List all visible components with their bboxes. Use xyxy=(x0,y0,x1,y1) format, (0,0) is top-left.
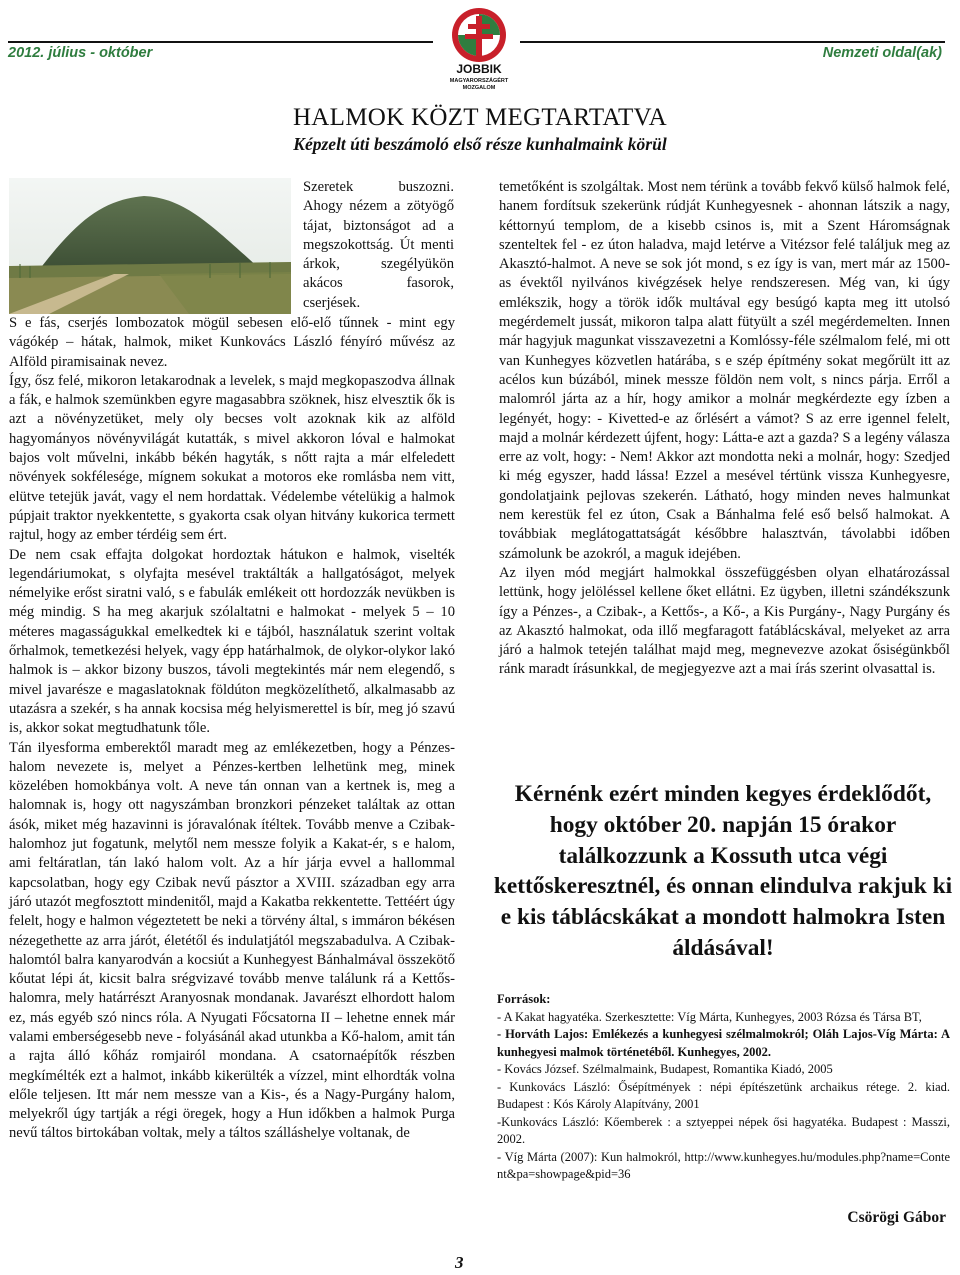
sources-list xyxy=(497,991,950,1184)
logo-line-1: MAGYARORSZÁGÉRT xyxy=(449,78,509,84)
author-name: Csörögi Gábor xyxy=(847,1209,946,1226)
header-rule-left xyxy=(8,41,433,43)
source-item: - A Kakat hagyatéka. Szerkesztette: Víg Márta, Kunhegyes, 2003 Rózsa és Társa BT, xyxy=(497,1009,922,1024)
section-name: Nemzeti oldal(ak) xyxy=(822,45,942,61)
left-paragraph-1: S e fás, cserjés lombozatok mögül sebesen elő-elő tűnnek - mint egy vágókép – hátak, halmok, miket Kunkovács László fényíró művész az Alföld piramisainak nevez. xyxy=(9,315,455,370)
source-item: - Kunkovács László: Ősépítmények : népi építészetünk archaikus rétege. 2. kiad. Budapest : Kós Károly Alapítvány, 2001 xyxy=(497,1079,950,1111)
invitation-callout: Kérnénk ezért minden kegyes érdeklődőt, hogy október 20. napján 15 órakor találkozzunk a Kossuth utca végi kettőskeresztnél, és onnan elindulva rakjuk ki e kis táblácskákat a mondott halmokra Isten áldásával! xyxy=(493,781,953,961)
header-rule-right xyxy=(520,41,945,43)
left-paragraph-3: De nem csak effajta dolgokat hordoztak hátukon e halmok, viselték legendáriumokat, s olyfajta mesével traktálták a hallgatóságot, melyek némelyike erőst siratni való, s e fabulák emlékeit ott hordozzák nevükben is még mindig. S ha meg akarjuk szólaltatni e halmokat - melyek 5 – 10 méteres magasságukkal emelkedtek ki e tájból, használatuk szerint voltak őrhalmok, temetkezési helyek, vagy épp határhalmok, de olykor-olykor lakó halmok is – akkor bizony buszos, távoli megtekintés már nem elegendő, s mivel javarésze e magaslatoknak földúton megközelíthető, alkalmasabb az utazásra a szekér, s ha annak kocsisa még helyismerettel is bír, meg jó szavú is, akkor sokat megtudhatunk tőle. xyxy=(9,546,455,737)
logo-wordmark: JOBBIK xyxy=(456,62,502,76)
left-column xyxy=(9,314,455,1144)
intro-paragraph: Szeretek buszozni. Ahogy nézem a zötyögő tájat, biztonságot ad a megszokottság. Út menti árkok, szegélyükön akácos fasorok, cserjések. xyxy=(303,179,454,311)
article-title: HALMOK KÖZT MEGTARTATVA xyxy=(292,104,668,131)
sources-heading: Források: xyxy=(497,992,551,1006)
right-column xyxy=(499,178,950,680)
right-paragraph-2: Az ilyen mód megjárt halmokkal összefüggésben olyan elhatározással lettünk, hogy jelöléssel kellene őket ellátni. Ez ügyben, illetni szándékszunk így a Pénzes-, a Czibak-, a Kettős-, a Kő-, a Kis Purgány-, Nagy Purgány és az Akasztó halmokat, oda illő megfaragott fatáblácskával, melyeket az arra járó a halmok tetején találhat majd meg, megnevezve azokat ősiségünkből ránk maradt írásunkkal, de megjegyezve azt a mai írás szerint olvasattal is. xyxy=(499,564,950,678)
issue-date: 2012. július - október xyxy=(8,45,153,61)
source-item: - Kovács József. Szélmalmaink, Budapest, Romantika Kiadó, 2005 xyxy=(497,1062,833,1076)
page-number: 3 xyxy=(455,1253,464,1272)
source-item: - Horváth Lajos: Emlékezés a kunhegyesi szélmalmokról; Oláh Lajos-Víg Márta: A kunhegyesi malmok történetéből. Kunhegyes, 2002. xyxy=(497,1027,950,1059)
article-subtitle: Képzelt úti beszámoló első része kunhalmaink körül xyxy=(293,134,667,154)
left-paragraph-4: Tán ilyesforma emberektől maradt meg az emlékezetben, hogy a Pénzes-halom nevezete is, melyet a Pénzes-kertben lelhetünk meg, minek közelében homokbánya volt. A neve tán onnan van a kertnek is, meg a halomnak is, hogy ott nagyszámban bronzkori pénzeket találtak az ottan ásók, miket még hazavinni is jóravalónak ítéltek. Tovább menve a Czibak-halomhoz jut fogatunk, melytől nem messze folyik a Kakat-ér, s e halom, ami feltáratlan, tán lakó halom volt. Az a hír járja evvel a hallommal kapcsolatban, hogy egy Czibak nevű pásztor a XVIII. században egy arra járó utazót megfosztott mindenitől, majd a Kakatba rekkentette. Tettéért úgy felelt, hogy e halmon végeztetett be neki a törvény által, s immáron békésen nézegethette az arra járót, életétől és indulatjától megszabadulva. A Czibak-halomtól balra kanyarodván a kocsiút a Kunhegyest Bánhalmával összekötő kőutat lépi át, kicsit balra srégvizavé tovább menve találunk rá a Kettős-halomra, mely határrészt Aranyosnak mondanak. Javarészt elhordott halom ez, más egyéb szó nincs róla. A Nyugati Főcsatorna II – lehetne ennek már valami emberségesebb neve - folyásánál akad utunkba a Kő-halom, amit tán a rajta álló kőház romjairól mondana. A csatornaépítők részben megkímélték ezt a halmot, inkább kikerülték a vízzel, mint elhordták volna előle teljesen. Itt már nem messze van a Kis-, és a Nagy-Purgány halom, melyekről úgy tartják a régi öregek, hogy a Hun időkben a halmok Purga nevű táltos birtokában voltak, mely a táltos szálláshelye voltanak, de xyxy=(9,739,455,1142)
left-paragraph-2: Így, ősz felé, mikoron letakarodnak a levelek, s majd megkopaszodva állnak a fák, e halmok szemünkben egyre magasabbra szöknek, hisz elvesztik ők is azt a növényzetüket, mely oly becses volt azoknak kik az alföld hagyományos növényvilágát kutatták, s mivel akkoron lóval e halmokat bajos volt művelni, inkább békén hagyták, s nőtt rajta a már elfeledett növények sokfélesége, mígnem sokukat a motoros eke romlásba nem vitt, elütve tetejük javát, vagy el nem hordattak. Védelembe vételükig a halmok púpjait traktor nyekkentette, s gyakorta csak olyan hitvány kukorica termett rajtul, hogy az ember térdéig sem ért. xyxy=(9,372,455,544)
jobbik-logo xyxy=(443,6,515,94)
kunhalom-photo xyxy=(9,178,291,314)
logo-line-2: MOZGALOM xyxy=(462,85,496,91)
intro-text xyxy=(303,178,454,313)
source-item: - Víg Márta (2007): Kun halmokról, http://www.kunhegyes.hu/modules.php?name=Content&pa=showpage&pid=36 xyxy=(497,1149,950,1181)
source-item: -Kunkovács László: Kőemberek : a sztyeppei népek ősi hagyatéka. Budapest : Masszi, 2002. xyxy=(497,1114,950,1146)
right-paragraph-1: temetőként is szolgáltak. Most nem térünk a tovább fekvő külső halmok felé, hanem fordítsuk szekerünk rúdját Kunhegyesnek - ahonnan látszik a nagy, kéttornyú templom, de a kisebb csinos is, mit a Szent Háromságnak szenteltek fel - ez úton haladva, majd letérve a Vitézsor felé találjuk meg az Akasztó-halmot. A neve se sok jót mond, s ez így is van, mert már az 1500-as évektől nyilvános kivégzések helye rendszeresen. Még van, ki úgy emlékszik, hogy a török idők multával egy besúgó kapta meg itt utolsó megérdemelt jussát, mikoron talpa alatt fütyült a szél megérdemelten. Innen már hagyjuk magunkat visszavezetni a Komlóssy-féle szélmalom felé, mi ott van Kunhegyes közvetlen határába, s e szép építmény sokat megőrült itt az acélos kun búzából, minek messze földön nem volt, s nincs párja. Erről a malomról járta az a hír, hogy amikor a molnár megkérdezte egy ízben a legényét, hogy: - Kivetted-e az őrlésért a vámot? S az erre igennel felelt, majd a molnár kérdezett újfent, hogy: Látta-e azt a gazda? S a legény válasza erre az volt, hogy: - Nem! Akkor azt mondotta neki a molnár, hogy: Szedjed ki még egyszer, hadd lássa! Ezzel a mesével tértünk vissza Kunhegyesre, gondolatjaink pejlovas szekerén. Látható, hogy minden neves halmunkat nem kerestük fel ez úton, Csak a Bánhalma felé eső belső halmokat. A továbbiak meglátogattatságát későbbre halasztván, távolabbi időben számolunk be azokról, a maguk idejében. xyxy=(499,179,950,562)
